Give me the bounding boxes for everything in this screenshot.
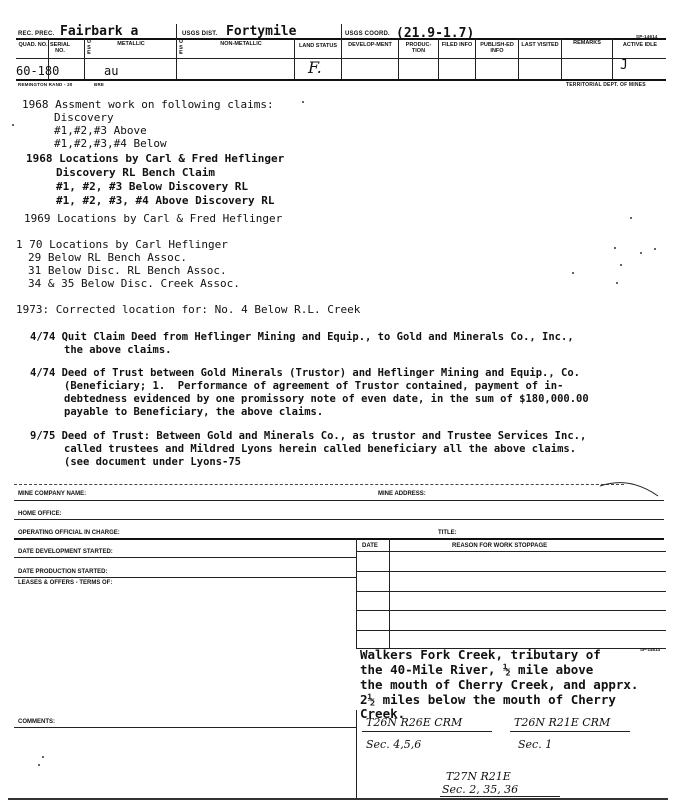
title-label: TITLE:	[438, 530, 457, 536]
handwritten-township: T26N R26E CRM	[366, 716, 463, 729]
col-divider	[438, 38, 439, 79]
col-serial-no: SERIAL NO.	[50, 42, 71, 54]
col-quad-no: QUAD. NO.	[18, 42, 48, 48]
handwritten-section: Sec. 4,5,6	[366, 738, 422, 751]
handwritten-township: T26N R21E CRM	[514, 716, 611, 729]
table-border	[356, 538, 357, 648]
col-nonmetallic: NON-METALLIC	[220, 41, 262, 47]
entry-line: Discovery	[54, 111, 114, 124]
form-print-label: REMINGTON RAND - 20	[18, 82, 73, 87]
form-number: SP-14614	[636, 34, 658, 39]
home-office-label: HOME OFFICE:	[18, 511, 62, 517]
col-divider	[561, 38, 562, 79]
entry-paragraph: 4/74 Quit Claim Deed from Heflinger Mining and Equip., to Gold and Minerals Co., Inc.,	[30, 331, 574, 343]
entry-paragraph: payable to Beneficiary, the above claims.	[64, 406, 324, 418]
entry-line: 1973: Corrected location for: No. 4 Below R.L. Creek	[16, 303, 361, 316]
date-prod-label: DATE PRODUCTION STARTED:	[18, 569, 108, 575]
rule	[356, 610, 666, 611]
col-remarks: REMARKS	[573, 40, 601, 46]
rule	[14, 727, 356, 728]
rule	[14, 538, 664, 540]
date-dev-label: DATE DEVELOPMENT STARTED:	[18, 549, 113, 555]
usgs-dist-value: Fortymile	[226, 24, 297, 39]
entry-line: 1968 Assment work on following claims:	[22, 98, 274, 111]
entry-line: #1,#2,#3,#4 Below	[54, 137, 167, 150]
speck	[12, 124, 14, 126]
rule	[14, 577, 356, 578]
col-metallic-letters: U S E	[87, 39, 91, 56]
idle-mark: J	[620, 58, 628, 73]
col-filed-info: FILED INFO	[441, 42, 473, 48]
entry-paragraph: called trustees and Mildred Lyons herein called beneficiary all the above claims.	[64, 443, 577, 455]
rec-prec-value: Fairbark a	[60, 24, 139, 39]
location-line: the 40-Mile River, ½ mile above	[360, 662, 594, 677]
handwritten-section: Sec. 1	[518, 738, 553, 751]
entry-paragraph: (see document under Lyons-75	[64, 456, 242, 468]
entry-line: 1968 Locations by Carl & Fred Heflinger	[26, 152, 285, 165]
speck	[38, 764, 40, 766]
rule	[14, 519, 664, 520]
usgs-coord-value: (21.9-1.7)	[396, 26, 475, 41]
operating-official-label: OPERATING OFFICIAL IN CHARGE:	[18, 530, 120, 536]
entry-line: 1969 Locations by Carl & Fred Heflinger	[24, 212, 283, 225]
entry-line: #1, #2, #3, #4 Above Discovery RL	[56, 194, 275, 207]
date-col-label: DATE	[362, 543, 378, 549]
entry-paragraph: 4/74 Deed of Trust between Gold Minerals (Trustor) and Heflinger Mining and Equip., Co.	[30, 367, 580, 379]
entry-line: 29 Below RL Bench Assoc.	[28, 251, 187, 264]
speck	[42, 756, 44, 758]
underline	[440, 796, 560, 797]
col-divider	[475, 38, 476, 79]
col-land-status: LAND STATUS	[299, 43, 337, 49]
col-divider	[518, 38, 519, 79]
rule	[356, 591, 666, 592]
small-form-number: SP-14614	[640, 647, 661, 652]
entry-line: #1, #2, #3 Below Discovery RL	[56, 180, 249, 193]
entry-line: 34 & 35 Below Disc. Creek Assoc.	[28, 277, 240, 290]
col-divider	[612, 38, 613, 79]
col-published-info: PUBLISH-ED INFO	[480, 42, 514, 54]
comments-label: COMMENTS:	[18, 719, 55, 725]
mine-company-label: MINE COMPANY NAME:	[18, 491, 87, 497]
leases-label: LEASES & OFFERS - TERMS OF:	[18, 580, 113, 586]
speck	[654, 248, 656, 250]
entry-paragraph: (Beneficiary; 1. Performance of agreement of Trustor contained, payment of in-	[64, 380, 564, 392]
header-rule-bottom	[16, 79, 666, 81]
col-active-idle: ACTIVE IDLE	[622, 42, 658, 48]
rec-prec-label: REC. PREC.	[18, 31, 55, 37]
entry-line: #1,#2,#3 Above	[54, 124, 147, 137]
col-nonmetallic-letters: U S E	[179, 39, 183, 56]
rule	[356, 551, 666, 552]
metallic-value: au	[104, 64, 119, 78]
speck	[616, 282, 618, 284]
location-line: the mouth of Cherry Creek, and apprx.	[360, 677, 639, 692]
col-last-visited: LAST VISITED	[521, 42, 559, 48]
underline	[362, 731, 492, 732]
rule	[14, 484, 624, 485]
entry-paragraph: 9/75 Deed of Trust: Between Gold and Minerals Co., as trustor and Trustee Services Inc.,	[30, 430, 587, 442]
speck	[302, 101, 304, 103]
col-divider	[341, 24, 342, 79]
speck	[640, 252, 642, 254]
col-divider	[176, 24, 177, 79]
table-border	[356, 710, 357, 800]
entry-paragraph: the above claims.	[64, 344, 172, 356]
reason-col-label: REASON FOR WORK STOPPAGE	[452, 543, 548, 549]
col-metallic: METALLIC	[117, 41, 145, 47]
rule	[14, 557, 356, 558]
speck	[620, 264, 622, 266]
col-production: PRODUC-TION	[405, 42, 432, 54]
location-line: Creek.	[360, 706, 406, 721]
speck	[572, 272, 574, 274]
col-divider	[294, 38, 295, 79]
page-bottom-edge	[8, 798, 668, 800]
usgs-coord-label: USGS COORD.	[345, 31, 390, 37]
speck	[614, 247, 616, 249]
col-development: DEVELOP-MENT	[348, 42, 392, 48]
handwritten-township: T27N R21E	[446, 770, 511, 783]
col-divider	[84, 38, 85, 79]
entry-line: Discovery RL Bench Claim	[56, 166, 215, 179]
usgs-dist-label: USGS DIST.	[182, 31, 218, 37]
table-divider	[389, 538, 390, 648]
entry-paragraph: debtedness evidenced by one promissory note of even date, in the sum of $180,000.00	[64, 393, 589, 405]
form-print-code: BRE	[94, 82, 105, 87]
speck	[630, 217, 632, 219]
corner-curl	[600, 476, 660, 498]
col-divider	[398, 38, 399, 79]
mine-address-label: MINE ADDRESS:	[378, 491, 426, 497]
department-label: TERRITORIAL DEPT. OF MINES	[566, 82, 646, 88]
handwritten-section: Sec. 2, 35, 36	[442, 783, 519, 796]
rule	[356, 571, 666, 572]
location-line: 2½ miles below the mouth of Cherry	[360, 692, 616, 707]
rule	[14, 500, 664, 501]
quad-value: 60-180	[16, 64, 60, 78]
rule	[356, 630, 666, 631]
entry-line: 1 70 Locations by Carl Heflinger	[16, 238, 228, 251]
land-status-value: F.	[308, 58, 322, 77]
underline	[510, 731, 630, 732]
location-line: Walkers Fork Creek, tributary of	[360, 647, 601, 662]
entry-line: 31 Below Disc. RL Bench Assoc.	[28, 264, 227, 277]
